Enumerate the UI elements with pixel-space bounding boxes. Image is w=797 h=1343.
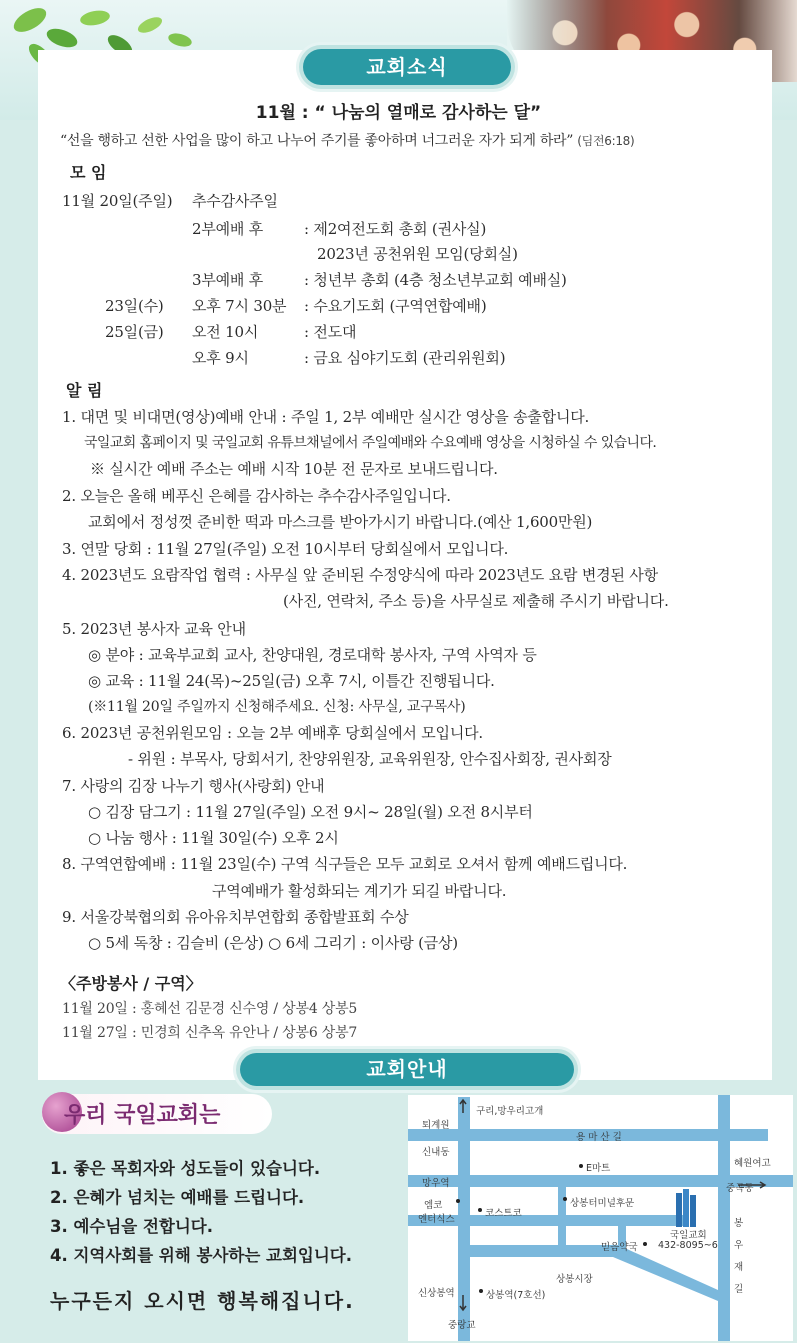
road-bongujae [718,1095,730,1341]
map-label: 중랑교 [448,1320,476,1331]
notice-line: ○ 김장 담그기 : 11월 27일(주일) 오전 9시~ 28일(월) 오전 8시부터 [88,803,533,821]
map-label: 망우역 [422,1178,450,1189]
map-label: 혜원여고 [734,1158,771,1169]
map-label: 재 [734,1262,744,1273]
map-label: 상봉터미널후문 [570,1198,635,1209]
notice-line: (사진, 연락처, 주소 등)을 사무실로 제출해 주시기 바랍니다. [283,592,669,610]
meeting-desc: : 제2여전도회 총회 (권사실) [304,220,487,238]
road-short-1 [558,1187,566,1247]
notice-line: 7. 사랑의 김장 나누기 행사(사랑회) 안내 [62,777,325,795]
map-label: 중곡동 [726,1183,754,1194]
meeting-desc: 2023년 공천위원 모임(당회실) [317,245,518,263]
kitchen-heading: 〈주방봉사 / 구역〉 [60,974,202,993]
meeting-desc: : 청년부 총회 (4층 청소년부교회 예배실) [304,271,567,289]
section-title-news: 교회소식 [303,49,511,85]
map-label: 엠코 [424,1200,443,1211]
notice-line: ○ 5세 독창 : 김슬비 (은상) ○ 6세 그리기 : 이사랑 (금상) [88,934,458,952]
notice-line: (※11월 20일 주일까지 신청해주세요. 신청: 사무실, 교구목사) [88,699,466,715]
notice-line: ◎ 분야 : 교육부교회 교사, 찬양대원, 경로대학 봉사자, 구역 사역자 등 [88,646,537,664]
meeting-time: 2부예배 후 [192,220,264,238]
map-label: 상봉역(7호선) [486,1290,546,1301]
map-label: 코스트코 [485,1208,522,1219]
guide-slogan: 누구든지 오시면 행복해집니다. [50,1289,355,1313]
notices-heading: 알 림 [66,381,103,400]
meeting-date: 11월 20일(주일) [62,192,173,210]
map-label: 우 [734,1240,744,1251]
notice-line: 4. 2023년도 요람작업 협력 : 사무실 앞 준비된 수정양식에 따라 2023년도 요람 변경된 사항 [62,566,658,584]
map-label: 길 [734,1284,744,1295]
map-label: 신상봉역 [418,1288,455,1299]
notice-line: 구역예배가 활성화되는 계기가 되길 바랍니다. [212,882,507,900]
theme-verse-text: “선을 행하고 선한 사업을 많이 하고 나누어 주기를 좋아하며 너그러운 자가 되게 하라” [60,133,574,149]
meeting-time: 3부예배 후 [192,271,264,289]
meeting-time: 오전 10시 [192,323,259,341]
section-title-guide: 교회안내 [240,1053,574,1086]
map-label: 봉 [734,1218,744,1229]
map-label: E마트 [586,1163,611,1174]
meeting-time: 추수감사주일 [192,192,278,210]
map-label: 상봉시장 [556,1274,593,1285]
church-building-icon [676,1189,696,1227]
meeting-desc: : 수요기도회 (구역연합예배) [304,297,487,315]
map-label: 신내동 [422,1147,450,1158]
notice-line: 2. 오늘은 올해 베푸신 은혜를 감사하는 추수감사주일입니다. [62,487,451,505]
meeting-time: 오후 7시 30분 [192,297,287,315]
theme-verse-ref: (딤전6:18) [577,134,635,148]
meeting-desc: : 금요 심야기도회 (관리위원회) [304,349,506,367]
notice-line: 9. 서울강북협의회 유아유치부연합회 종합발표회 수상 [62,908,409,926]
notice-line: 1. 대면 및 비대면(영상)예배 안내 : 주일 1, 2부 예배만 실시간 영상을 송출합니다. [62,408,590,426]
guide-item: 3. 예수님을 전합니다. [50,1217,214,1236]
guide-item: 1. 좋은 목회자와 성도들이 있습니다. [50,1159,321,1178]
we-title: 우리 국일교회는 [64,1103,221,1128]
notice-line: 8. 구역연합예배 : 11월 23일(수) 구역 식구들은 모두 교회로 오셔서 함께 예배드립니다. [62,855,628,873]
notice-line: 국일교회 홈페이지 및 국일교회 유튜브채널에서 주일예배와 수요예배 영상을 시청하실 수 있습니다. [84,435,657,451]
kitchen-row: 11월 20일 : 홍혜선 김문경 신수영 / 상봉4 상봉5 [62,1001,358,1017]
notice-line: - 위원 : 부목사, 당회서기, 찬양위원장, 교육위원장, 안수집사회장, 권사회장 [128,750,612,768]
meeting-date: 23일(수) [105,297,164,315]
notice-line: 3. 연말 당회 : 11월 27일(주일) 오전 10시부터 당회실에서 모입니다. [62,540,509,558]
map-label: 퇴계원 [422,1120,450,1131]
notice-line: ※ 실시간 예배 주소는 예배 시작 10분 전 문자로 보내드립니다. [90,460,498,478]
monthly-theme-title: 11월 : “ 나눔의 열매로 감사하는 달” [255,103,542,123]
meeting-desc: : 전도대 [304,323,357,341]
meeting-time: 오후 9시 [192,349,249,367]
notice-line: ◎ 교육 : 11월 24(목)~25일(금) 오후 7시, 이틀간 진행됩니다. [88,672,495,690]
meetings-heading: 모 임 [70,163,107,182]
notice-line: 5. 2023년 봉사자 교육 안내 [62,620,246,638]
notice-line: 교회에서 정성껏 준비한 떡과 마스크를 받아가시기 바랍니다.(예산 1,600만원) [88,513,593,531]
map-label: 구리,망우리고개 [476,1106,544,1117]
kitchen-row: 11월 27일 : 민경희 신추옥 유안나 / 상봉6 상봉7 [62,1025,358,1041]
map-label: 432-8095~6 [658,1240,718,1251]
guide-item: 4. 지역사회를 위해 봉사하는 교회입니다. [50,1246,353,1265]
notice-line: ○ 나눔 행사 : 11월 30일(수) 오후 2시 [88,829,339,847]
map-label: 국일교회 [670,1230,707,1241]
location-map [408,1095,793,1341]
map-label: 엔터식스 [418,1214,455,1225]
map-label: 용 마 산 길 [576,1132,622,1143]
map-label: 믿음약국 [601,1242,638,1253]
guide-item: 2. 은혜가 넘치는 예배를 드립니다. [50,1188,305,1207]
notice-line: 6. 2023년 공천위원모임 : 오늘 2부 예배후 당회실에서 모입니다. [62,724,483,742]
theme-verse [60,130,795,150]
meeting-date: 25일(금) [105,323,164,341]
